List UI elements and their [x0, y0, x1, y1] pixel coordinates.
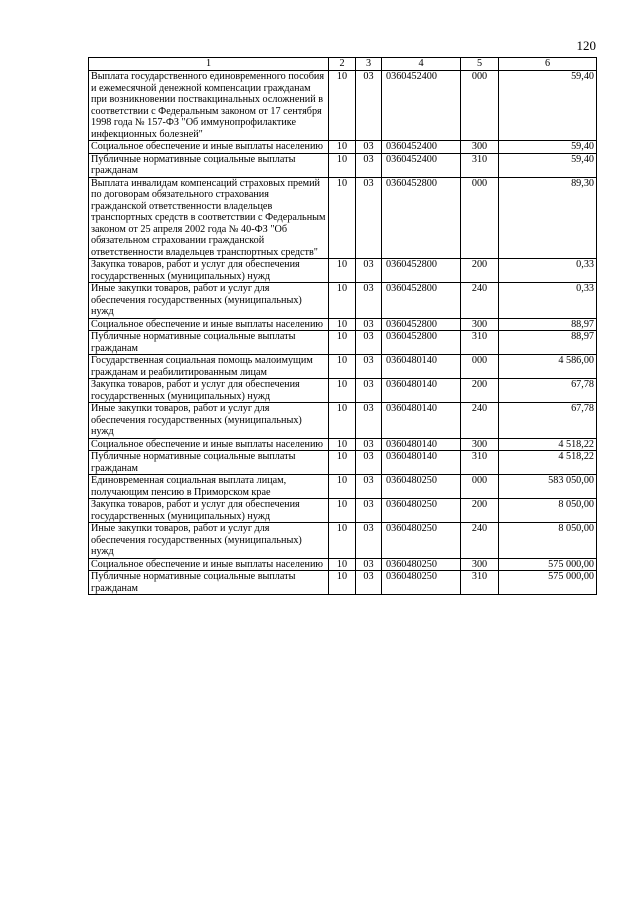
row-name: Выплата инвалидам компенсаций страховых премий по договорам обязательного страхования гражданской ответственности владельцев транспортных средств в соответствии с Федеральным законом от 25 апреля 2002 года № 40-ФЗ "Об обязательном страховании гражданской ответственности владельцев транспортных средств" — [89, 177, 329, 259]
row-amount: 88,97 — [499, 331, 597, 355]
row-name: Иные закупки товаров, работ и услуг для обеспечения государственных (муниципальных) нужд — [89, 523, 329, 559]
row-amount: 575 000,00 — [499, 571, 597, 595]
row-target-article: 0360480140 — [382, 379, 461, 403]
row-subsection: 03 — [356, 283, 382, 319]
table-row — [89, 141, 597, 154]
row-subsection: 03 — [356, 355, 382, 379]
row-amount: 8 050,00 — [499, 499, 597, 523]
row-section: 10 — [329, 558, 356, 571]
row-section: 10 — [329, 153, 356, 177]
row-amount: 4 586,00 — [499, 355, 597, 379]
row-section: 10 — [329, 499, 356, 523]
row-subsection: 03 — [356, 523, 382, 559]
row-subsection: 03 — [356, 177, 382, 259]
row-expense-type: 000 — [461, 475, 499, 499]
row-target-article: 0360452800 — [382, 259, 461, 283]
table-row — [89, 403, 597, 439]
row-expense-type: 200 — [461, 379, 499, 403]
row-expense-type: 200 — [461, 259, 499, 283]
row-amount: 59,40 — [499, 141, 597, 154]
row-expense-type: 310 — [461, 153, 499, 177]
row-name: Публичные нормативные социальные выплаты гражданам — [89, 451, 329, 475]
row-name: Социальное обеспечение и иные выплаты населению — [89, 558, 329, 571]
row-amount: 4 518,22 — [499, 451, 597, 475]
table-row — [89, 318, 597, 331]
row-amount: 89,30 — [499, 177, 597, 259]
header-col-2: 2 — [329, 58, 356, 71]
table-header — [89, 58, 597, 71]
row-section: 10 — [329, 571, 356, 595]
row-target-article: 0360480140 — [382, 355, 461, 379]
row-section: 10 — [329, 141, 356, 154]
row-expense-type: 000 — [461, 177, 499, 259]
row-name: Иные закупки товаров, работ и услуг для обеспечения государственных (муниципальных) нужд — [89, 283, 329, 319]
row-subsection: 03 — [356, 331, 382, 355]
row-name: Выплата государственного единовременного пособия и ежемесячной денежной компенсации гражданам при возникновении поствакцинальных осложнений в соответствии с Федеральным законом от 17 сентября 1998 года № 157-ФЗ "Об иммунопрофилактике инфекционных болезней" — [89, 71, 329, 141]
row-subsection: 03 — [356, 475, 382, 499]
row-section: 10 — [329, 438, 356, 451]
row-subsection: 03 — [356, 558, 382, 571]
row-amount: 67,78 — [499, 379, 597, 403]
header-col-4: 4 — [382, 58, 461, 71]
row-amount: 575 000,00 — [499, 558, 597, 571]
row-section: 10 — [329, 331, 356, 355]
row-expense-type: 240 — [461, 523, 499, 559]
row-expense-type: 000 — [461, 71, 499, 141]
row-amount: 4 518,22 — [499, 438, 597, 451]
table-row — [89, 558, 597, 571]
row-target-article: 0360480140 — [382, 451, 461, 475]
row-name: Закупка товаров, работ и услуг для обеспечения государственных (муниципальных) нужд — [89, 499, 329, 523]
table-row — [89, 331, 597, 355]
row-target-article: 0360480250 — [382, 523, 461, 559]
row-section: 10 — [329, 379, 356, 403]
table-row — [89, 379, 597, 403]
table-row — [89, 355, 597, 379]
row-name: Социальное обеспечение и иные выплаты населению — [89, 438, 329, 451]
row-section: 10 — [329, 177, 356, 259]
row-name: Закупка товаров, работ и услуг для обеспечения государственных (муниципальных) нужд — [89, 259, 329, 283]
row-section: 10 — [329, 523, 356, 559]
table-row — [89, 153, 597, 177]
row-section: 10 — [329, 475, 356, 499]
row-section: 10 — [329, 259, 356, 283]
row-subsection: 03 — [356, 571, 382, 595]
row-subsection: 03 — [356, 141, 382, 154]
row-subsection: 03 — [356, 318, 382, 331]
row-amount: 0,33 — [499, 259, 597, 283]
row-section: 10 — [329, 451, 356, 475]
row-target-article: 0360452400 — [382, 71, 461, 141]
row-name: Государственная социальная помощь малоимущим гражданам и реабилитированным лицам — [89, 355, 329, 379]
row-target-article: 0360452800 — [382, 177, 461, 259]
row-amount: 59,40 — [499, 153, 597, 177]
row-amount: 67,78 — [499, 403, 597, 439]
table-row — [89, 571, 597, 595]
row-target-article: 0360480250 — [382, 558, 461, 571]
row-name: Иные закупки товаров, работ и услуг для обеспечения государственных (муниципальных) нужд — [89, 403, 329, 439]
row-target-article: 0360452400 — [382, 141, 461, 154]
row-target-article: 0360480140 — [382, 403, 461, 439]
row-expense-type: 300 — [461, 438, 499, 451]
budget-table — [88, 57, 597, 595]
row-expense-type: 310 — [461, 331, 499, 355]
row-subsection: 03 — [356, 451, 382, 475]
row-target-article: 0360452800 — [382, 283, 461, 319]
row-target-article: 0360452800 — [382, 331, 461, 355]
row-amount: 8 050,00 — [499, 523, 597, 559]
row-section: 10 — [329, 71, 356, 141]
row-subsection: 03 — [356, 379, 382, 403]
row-section: 10 — [329, 283, 356, 319]
row-target-article: 0360452800 — [382, 318, 461, 331]
row-target-article: 0360480250 — [382, 571, 461, 595]
row-section: 10 — [329, 355, 356, 379]
table-row — [89, 438, 597, 451]
row-subsection: 03 — [356, 153, 382, 177]
row-amount: 0,33 — [499, 283, 597, 319]
row-expense-type: 200 — [461, 499, 499, 523]
header-col-1: 1 — [89, 58, 329, 71]
row-name: Закупка товаров, работ и услуг для обеспечения государственных (муниципальных) нужд — [89, 379, 329, 403]
row-subsection: 03 — [356, 403, 382, 439]
row-expense-type: 310 — [461, 451, 499, 475]
row-expense-type: 310 — [461, 571, 499, 595]
row-section: 10 — [329, 318, 356, 331]
row-target-article: 0360480250 — [382, 475, 461, 499]
row-subsection: 03 — [356, 259, 382, 283]
row-target-article: 0360452400 — [382, 153, 461, 177]
header-col-5: 5 — [461, 58, 499, 71]
table-row — [89, 177, 597, 259]
row-name: Социальное обеспечение и иные выплаты населению — [89, 141, 329, 154]
row-subsection: 03 — [356, 438, 382, 451]
page-number: 120 — [576, 38, 596, 53]
row-target-article: 0360480140 — [382, 438, 461, 451]
table-body — [89, 71, 597, 595]
row-target-article: 0360480250 — [382, 499, 461, 523]
table-row — [89, 71, 597, 141]
row-name: Публичные нормативные социальные выплаты гражданам — [89, 571, 329, 595]
row-name: Единовременная социальная выплата лицам, получающим пенсию в Приморском крае — [89, 475, 329, 499]
table-row — [89, 259, 597, 283]
header-col-6: 6 — [499, 58, 597, 71]
header-row — [89, 58, 597, 71]
row-amount: 59,40 — [499, 71, 597, 141]
table-row — [89, 283, 597, 319]
table-row — [89, 475, 597, 499]
row-subsection: 03 — [356, 499, 382, 523]
row-amount: 88,97 — [499, 318, 597, 331]
row-expense-type: 300 — [461, 141, 499, 154]
row-expense-type: 240 — [461, 283, 499, 319]
row-expense-type: 300 — [461, 318, 499, 331]
row-name: Публичные нормативные социальные выплаты гражданам — [89, 153, 329, 177]
row-expense-type: 300 — [461, 558, 499, 571]
row-subsection: 03 — [356, 71, 382, 141]
row-amount: 583 050,00 — [499, 475, 597, 499]
table-row — [89, 451, 597, 475]
table-row — [89, 523, 597, 559]
row-expense-type: 000 — [461, 355, 499, 379]
table-row — [89, 499, 597, 523]
row-name: Социальное обеспечение и иные выплаты населению — [89, 318, 329, 331]
row-section: 10 — [329, 403, 356, 439]
row-expense-type: 240 — [461, 403, 499, 439]
header-col-3: 3 — [356, 58, 382, 71]
row-name: Публичные нормативные социальные выплаты гражданам — [89, 331, 329, 355]
